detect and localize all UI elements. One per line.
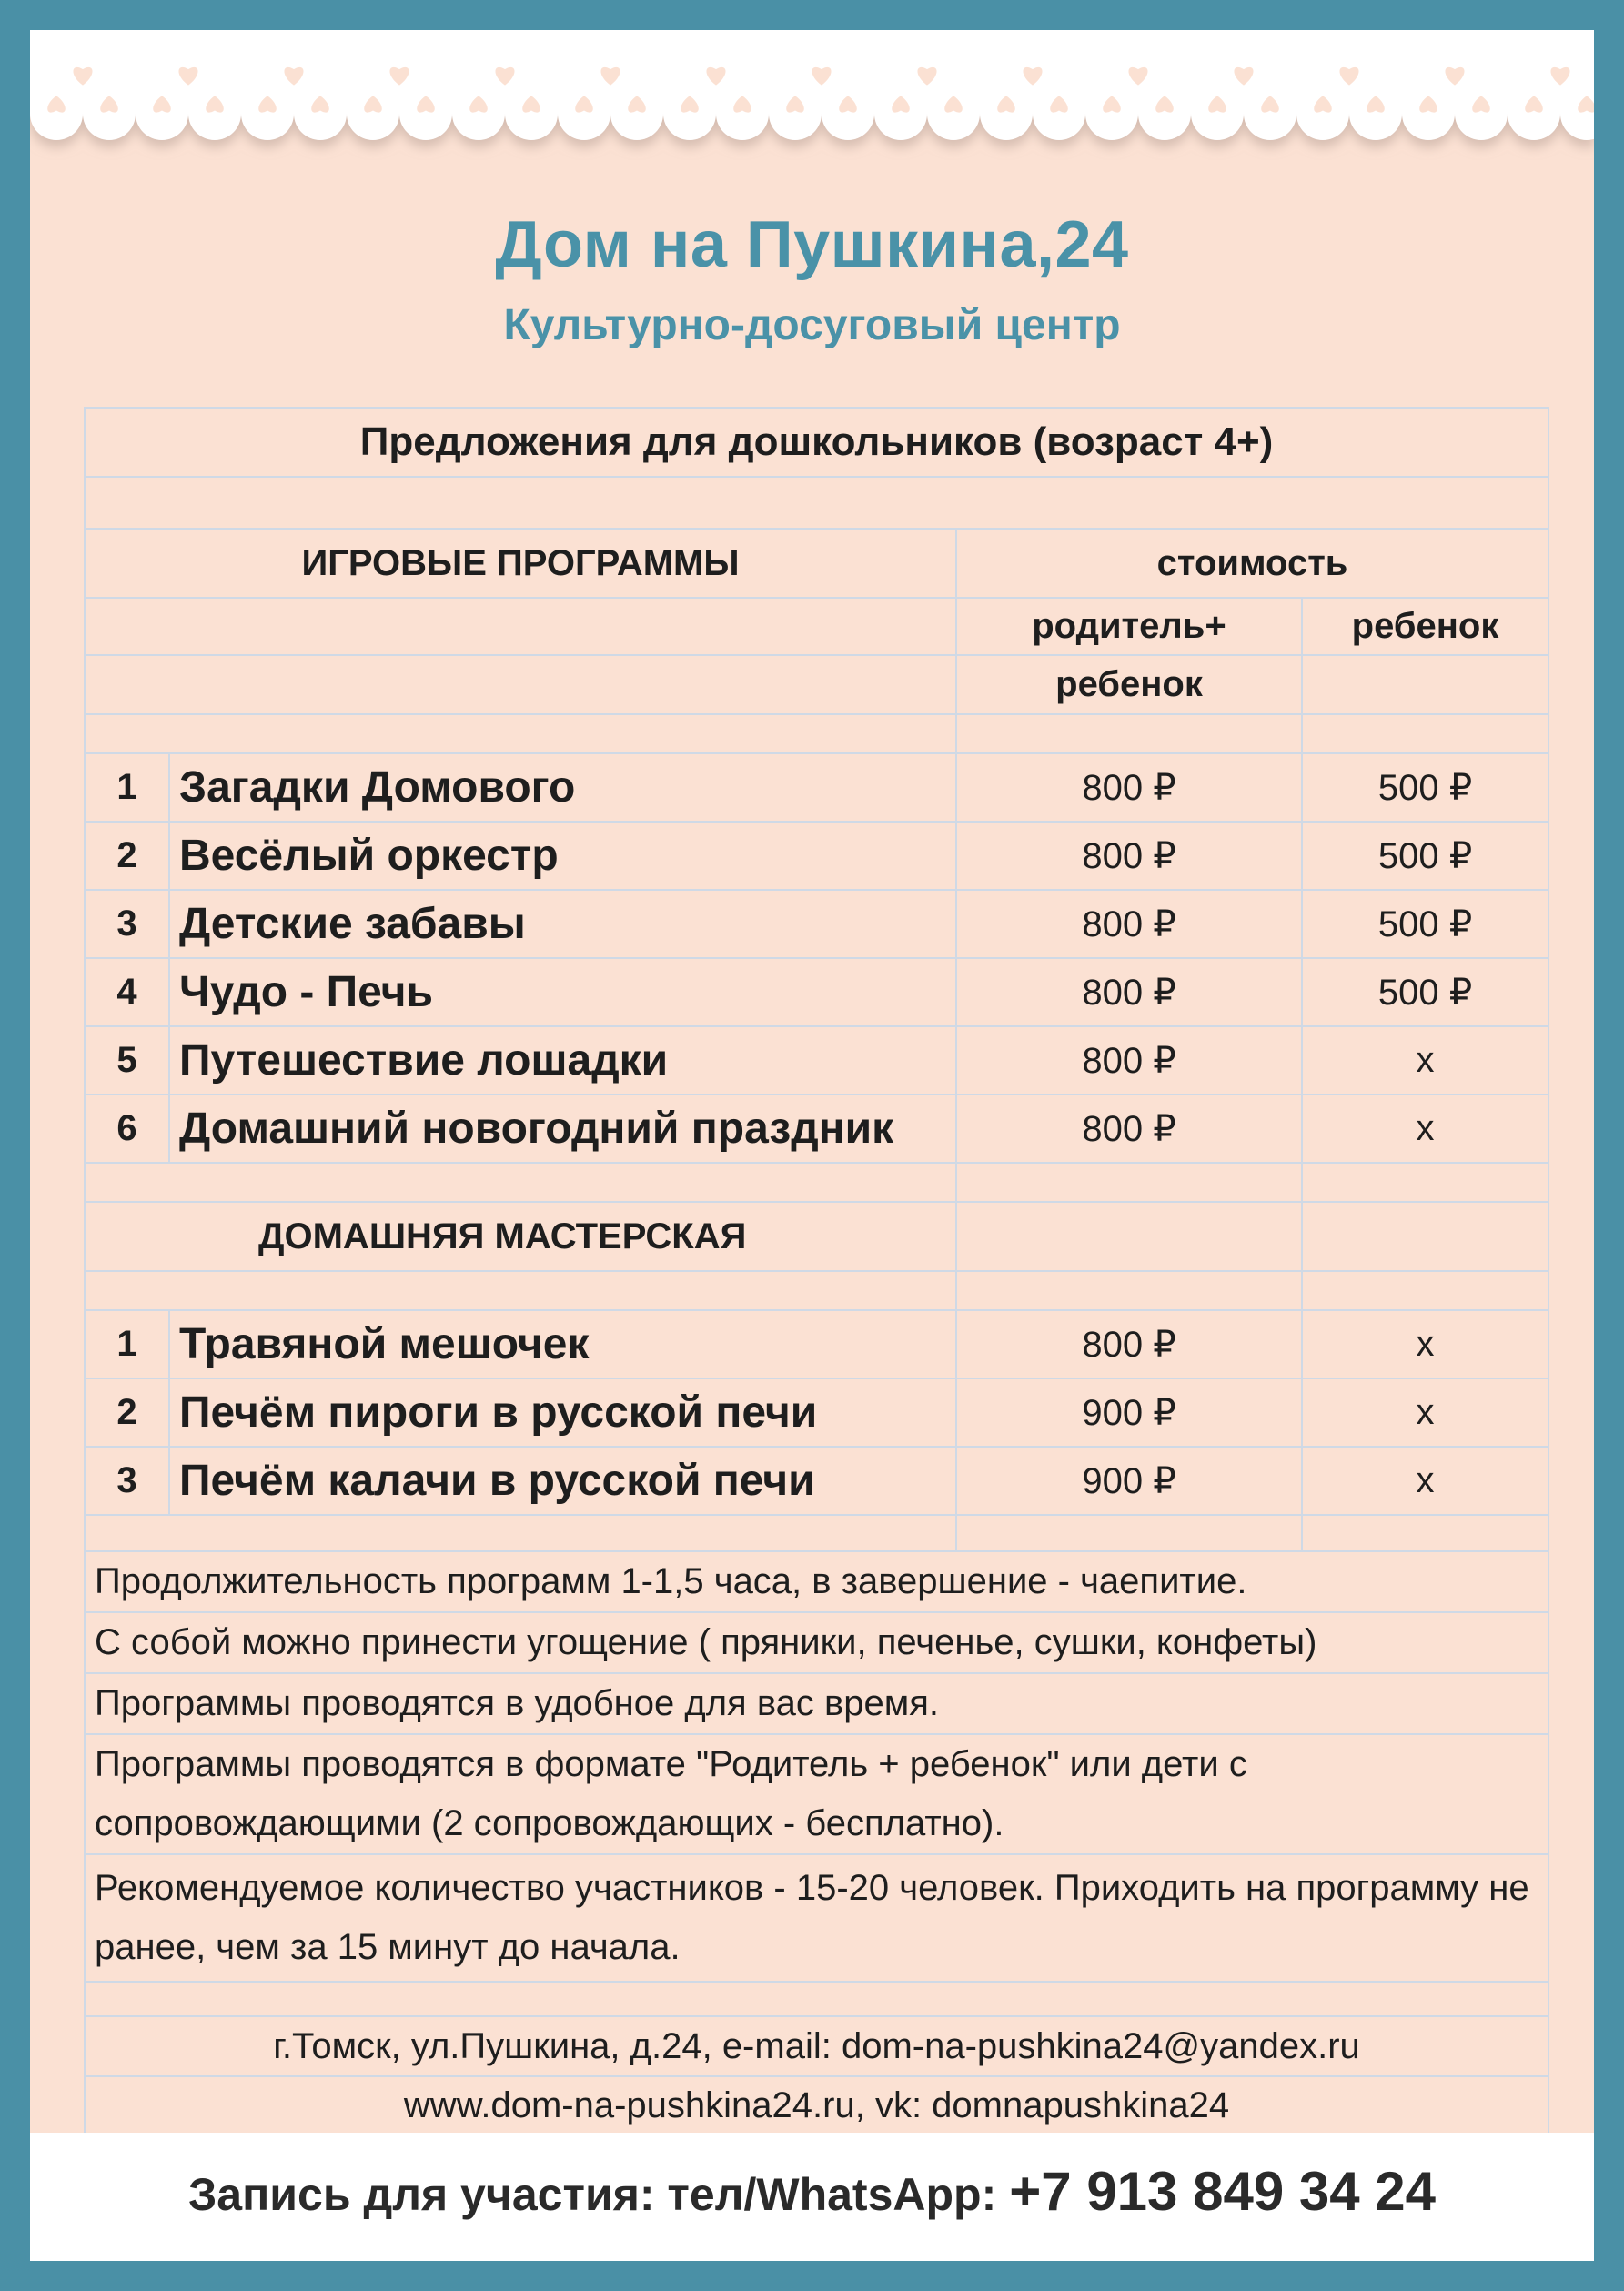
note-time: Программы проводятся в удобное для вас время. [85,1673,1548,1734]
table-row [85,1447,1548,1515]
heart-ornament [786,96,804,112]
heart-ornament [364,96,382,112]
contact-address: г.Томск, ул.Пушкина, д.24, e-mail: dom-na-pushkina24@yandex.ru [85,2016,1548,2076]
table-row [85,822,1548,890]
price-child: х [1302,1095,1548,1163]
empty-cell [956,1202,1302,1271]
price-child: х [1302,1026,1548,1095]
table-row [85,958,1548,1026]
row-number: 6 [85,1095,169,1163]
price-child: 500 ₽ [1302,822,1548,890]
heart-ornament [1103,96,1121,112]
price-parent-child: 800 ₽ [956,958,1302,1026]
heart-ornament [417,96,435,112]
price-child: 500 ₽ [1302,958,1548,1026]
empty-cell [1302,655,1548,714]
program-name: Печём калачи в русской печи [169,1447,956,1515]
row-number: 1 [85,1310,169,1378]
note-duration: Продолжительность программ 1-1,5 часа, в завершение - чаепитие. [85,1551,1548,1612]
empty-cell [85,1515,956,1551]
empty-row [85,1982,1548,2016]
contact-web: www.dom-na-pushkina24.ru, vk: domnapushkina24 [85,2076,1548,2135]
heart-ornament [1050,96,1068,112]
price-parent-child: 800 ₽ [956,890,1302,958]
heart-ornament [178,67,197,86]
heart-ornament [1234,67,1253,86]
heart-ornament [1128,67,1147,86]
row-number: 2 [85,822,169,890]
row-number: 2 [85,1378,169,1447]
heart-ornament [495,67,514,86]
section-title-workshop: ДОМАШНЯЯ МАСТЕРСКАЯ [85,1202,956,1271]
program-name: Чудо - Печь [169,958,956,1026]
price-child: х [1302,1447,1548,1515]
row-number: 5 [85,1026,169,1095]
phone-number: +7 913 849 34 24 [1009,2161,1437,2222]
price-child: 500 ₽ [1302,753,1548,822]
empty-cell [1302,1202,1548,1271]
heart-ornament [917,67,936,86]
price-parent-child: 800 ₽ [956,1310,1302,1378]
heart-ornament [1578,96,1594,112]
heart-ornament [258,96,277,112]
heart-ornament [206,96,224,112]
heart-ornament [628,96,646,112]
section-title-games: ИГРОВЫЕ ПРОГРАММЫ [85,529,956,598]
heart-ornament [1550,67,1569,86]
heart-ornament [284,67,303,86]
empty-cell [1302,1163,1548,1202]
heart-ornament [1525,96,1543,112]
price-child: х [1302,1310,1548,1378]
heart-ornament [1023,67,1042,86]
price-child: 500 ₽ [1302,890,1548,958]
empty-cell [85,655,956,714]
program-name: Печём пироги в русской печи [169,1378,956,1447]
heart-ornament [73,67,92,86]
empty-cell [956,1515,1302,1551]
empty-cell [1302,714,1548,753]
table-row [85,890,1548,958]
row-number: 1 [85,753,169,822]
empty-cell [1302,1515,1548,1551]
price-parent-child: 900 ₽ [956,1378,1302,1447]
heart-ornament [600,67,620,86]
empty-cell [956,714,1302,753]
note-treats: С собой можно принести угощение ( пряники, печенье, сушки, конфеты) [85,1612,1548,1673]
heart-ornament [1419,96,1437,112]
note-format: Программы проводятся в формате "Родитель + ребенок" или дети с сопровождающими (2 сопровождающих - бесплатно). [85,1734,1548,1854]
heart-ornament [706,67,725,86]
heart-ornament [100,96,118,112]
heart-ornament [469,96,488,112]
empty-cell [85,714,956,753]
price-parent-child: 800 ₽ [956,1095,1302,1163]
table-row [85,753,1548,822]
heart-ornament [892,96,910,112]
heart-ornament [575,96,593,112]
program-name: Загадки Домового [169,753,956,822]
heart-ornament [311,96,329,112]
row-number: 3 [85,890,169,958]
table-row [85,1310,1548,1378]
heart-ornament [153,96,171,112]
table-row [85,1378,1548,1447]
heart-ornament [944,96,963,112]
col-header-parent-child-1: родитель+ [956,598,1302,655]
program-name: Путешествие лошадки [169,1026,956,1095]
heart-ornament [733,96,751,112]
table-row [85,1095,1548,1163]
price-parent-child: 900 ₽ [956,1447,1302,1515]
heart-ornament [812,67,831,86]
col-header-parent-child-2: ребенок [956,655,1302,714]
heart-ornament [1367,96,1385,112]
heart-ornament [1445,67,1464,86]
empty-cell [956,1271,1302,1310]
table-row [85,1026,1548,1095]
note-participants: Рекомендуемое количество участников - 15-20 человек. Приходить на программу не ранее, чем за 15 минут до начала. [85,1854,1548,1982]
price-parent-child: 800 ₽ [956,1026,1302,1095]
heart-ornament [522,96,540,112]
page-subtitle: Культурно-досуговый центр [503,301,1121,349]
page-title: Дом на Пушкина,24 [495,208,1129,281]
price-child: х [1302,1378,1548,1447]
row-number: 3 [85,1447,169,1515]
heart-ornament [839,96,857,112]
row-number: 4 [85,958,169,1026]
col-header-child: ребенок [1302,598,1548,655]
heart-ornament [681,96,699,112]
empty-cell [85,598,956,655]
heart-ornament [1472,96,1490,112]
price-parent-child: 800 ₽ [956,822,1302,890]
program-name: Весёлый оркестр [169,822,956,890]
empty-row [85,477,1548,529]
lace-hearts [30,30,1594,167]
empty-cell [956,1163,1302,1202]
program-name: Травяной мешочек [169,1310,956,1378]
program-name: Детские забавы [169,890,956,958]
heart-ornament [389,67,409,86]
empty-cell [1302,1271,1548,1310]
program-name: Домашний новогодний праздник [169,1095,956,1163]
heart-ornament [997,96,1015,112]
cost-header: стоимость [956,529,1548,598]
heart-ornament [1208,96,1226,112]
price-parent-child: 800 ₽ [956,753,1302,822]
programs-table [84,407,1549,2135]
empty-cell [85,1271,956,1310]
empty-cell [85,1163,956,1202]
heart-ornament [1155,96,1174,112]
heart-ornament [1261,96,1279,112]
table-heading: Предложения для дошкольников (возраст 4+) [85,408,1548,477]
booking-label: Запись для участия: тел/WhatsApp: [187,2169,997,2220]
heart-ornament [1314,96,1332,112]
booking-line [30,2160,1594,2223]
heart-ornament [47,96,66,112]
heart-ornament [1339,67,1358,86]
